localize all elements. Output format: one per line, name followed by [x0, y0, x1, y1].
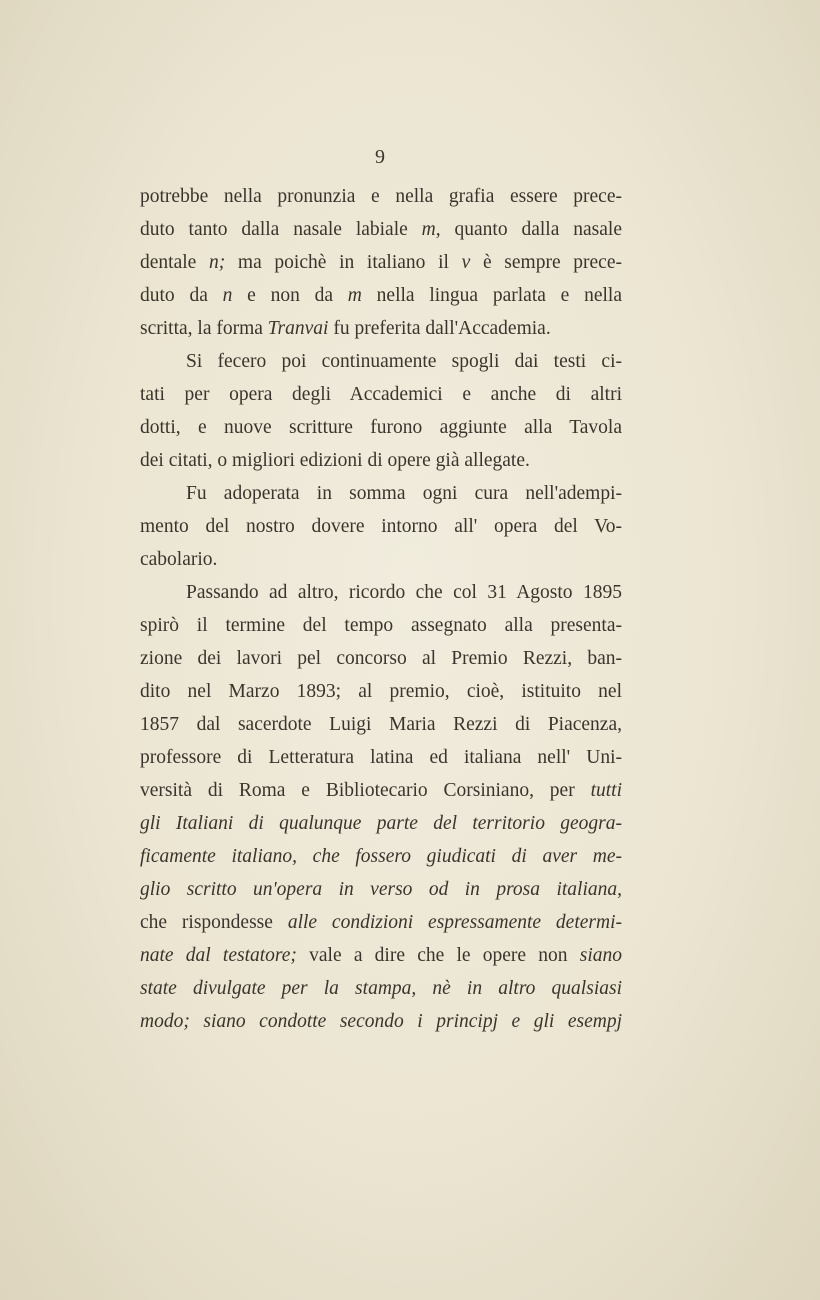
- text-line: [140, 345, 622, 378]
- text-segment: Fu adoperata in somma ogni cura nell'adempi-: [186, 483, 622, 504]
- text-line: [140, 807, 622, 840]
- text-segment: nella lingua parlata e nella: [361, 285, 622, 306]
- text-segment: fu preferita dall'Accademia.: [328, 318, 551, 339]
- text-line: [140, 411, 622, 444]
- text-segment: professore di Letteratura latina ed italiana nell' Uni-: [140, 747, 622, 768]
- text-segment: è sempre prece-: [470, 252, 622, 273]
- text-segment: che rispondesse: [140, 912, 288, 933]
- italic-text: nate dal testatore;: [140, 945, 297, 966]
- text-segment: spirò il termine del tempo assegnato alla presenta-: [140, 615, 622, 636]
- text-line: [140, 1005, 622, 1038]
- text-line: [140, 576, 622, 609]
- text-segment: duto tanto dalla nasale labiale: [140, 219, 422, 240]
- text-segment: e non da: [232, 285, 348, 306]
- text-segment: potrebbe nella pronunzia e nella grafia essere prece-: [140, 186, 622, 207]
- italic-text: Tranvai: [267, 318, 329, 339]
- text-segment: 1857 dal sacerdote Luigi Maria Rezzi di Piacenza,: [140, 714, 622, 735]
- italic-text: n;: [208, 252, 226, 273]
- text-line: [140, 312, 622, 345]
- page-number: 9: [375, 146, 385, 168]
- text-segment: versità di Roma e Bibliotecario Corsiniano, per: [140, 780, 591, 801]
- italic-text: modo; siano condotte secondo i principj e gli esempj: [140, 1011, 622, 1032]
- italic-text: ficamente italiano, che fossero giudicati di aver me-: [140, 846, 622, 867]
- text-line: [140, 972, 622, 1005]
- text-segment: dei citati, o migliori edizioni di opere già allegate.: [140, 450, 530, 471]
- text-segment: zione dei lavori pel concorso al Premio Rezzi, ban-: [140, 648, 622, 669]
- text-segment: dentale: [140, 252, 209, 273]
- italic-text: m,: [421, 219, 441, 240]
- italic-text: glio scritto un'opera in verso od in prosa italiana,: [140, 879, 622, 900]
- text-segment: Passando ad altro, ricordo che col 31 Agosto 1895: [186, 582, 622, 603]
- text-line: [140, 279, 622, 312]
- text-segment: scritta, la forma: [140, 318, 268, 339]
- text-line: [140, 543, 622, 576]
- text-line: [140, 609, 622, 642]
- text-segment: cabolario.: [140, 549, 218, 570]
- italic-text: n: [222, 285, 233, 306]
- text-line: [140, 510, 622, 543]
- body-text: [140, 180, 622, 1038]
- italic-text: m: [347, 285, 362, 306]
- text-segment: dito nel Marzo 1893; al premio, cioè, istituito nel: [140, 681, 622, 702]
- italic-text: alle condizioni espressamente determi-: [287, 912, 622, 933]
- text-line: [140, 378, 622, 411]
- text-line: [140, 642, 622, 675]
- text-segment: dotti, e nuove scritture furono aggiunte alla Tavola: [140, 417, 622, 438]
- text-segment: tati per opera degli Accademici e anche di altri: [140, 384, 622, 405]
- text-segment: Si fecero poi continuamente spogli dai testi ci-: [186, 351, 622, 372]
- text-line: [140, 939, 622, 972]
- text-line: [140, 444, 622, 477]
- text-line: [140, 774, 622, 807]
- italic-text: v: [461, 252, 471, 273]
- italic-text: gli Italiani di qualunque parte del territorio geogra-: [140, 813, 622, 834]
- text-line: [140, 180, 622, 213]
- italic-text: state divulgate per la stampa, nè in altro qualsiasi: [140, 978, 622, 999]
- text-segment: mento del nostro dovere intorno all' opera del Vo-: [140, 516, 622, 537]
- text-line: [140, 741, 622, 774]
- text-segment: quanto dalla nasale: [440, 219, 622, 240]
- text-line: [140, 477, 622, 510]
- text-line: [140, 906, 622, 939]
- italic-text: siano: [579, 945, 622, 966]
- text-segment: duto da: [140, 285, 223, 306]
- text-line: [140, 213, 622, 246]
- text-line: [140, 873, 622, 906]
- text-line: [140, 708, 622, 741]
- text-line: [140, 840, 622, 873]
- text-line: [140, 675, 622, 708]
- text-segment: ma poichè in italiano il: [225, 252, 462, 273]
- text-segment: vale a dire che le opere non: [296, 945, 580, 966]
- italic-text: tutti: [590, 780, 622, 801]
- text-line: [140, 246, 622, 279]
